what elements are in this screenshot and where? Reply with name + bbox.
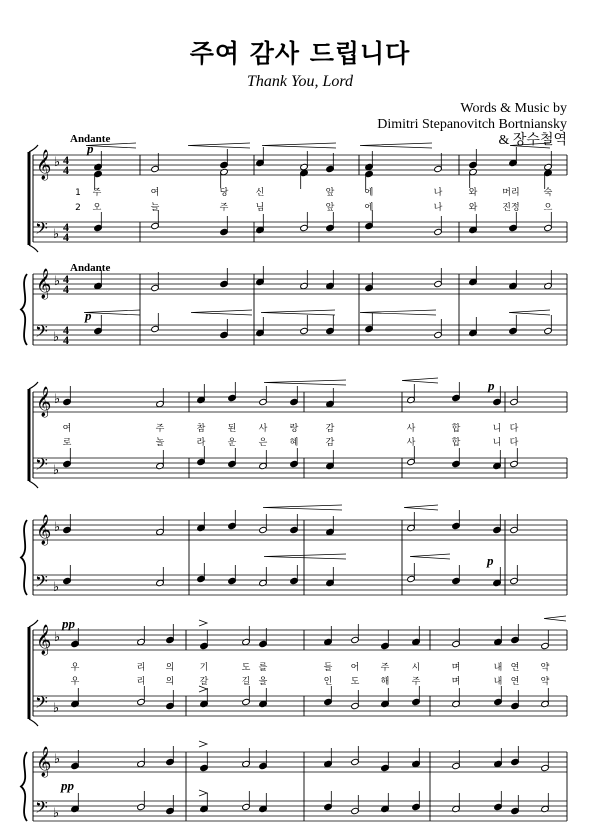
lyric-syllable: 을 [258, 677, 268, 687]
lyric-syllable: 나 [433, 203, 443, 213]
treble-clef: 𝄞 [36, 625, 52, 655]
lyric-syllable: 참 [196, 424, 206, 434]
lyric-syllable: 사 [258, 424, 268, 434]
accent-mark [199, 741, 207, 747]
lyric-syllable: 도 [241, 663, 251, 673]
lyric-syllable: 사 [406, 424, 416, 434]
lyric-syllable: 약 [540, 663, 550, 673]
lyric-syllable: 와 [468, 188, 478, 198]
flat-key-signature: ♭ [53, 330, 60, 345]
accent-mark [199, 620, 207, 626]
lyric-syllable: 며 [451, 663, 461, 673]
time-signature-top: 4 [63, 153, 69, 167]
credit-line-words-music: Words & Music by [460, 101, 567, 116]
lyric-syllable: 주 [155, 424, 165, 434]
time-signature-top: 4 [63, 220, 69, 234]
dynamic-p-piano2: p [487, 553, 494, 568]
lyric-syllable: 합 [451, 424, 461, 434]
lyric-syllable: 감 [325, 424, 335, 434]
flat-key-signature: ♭ [53, 227, 60, 242]
bracket-hook [29, 719, 38, 726]
lyric-syllable: 리 [136, 677, 146, 687]
flat-key-signature: ♭ [53, 806, 60, 821]
treble-clef: 𝄞 [36, 269, 52, 299]
treble-clef: 𝄞 [36, 387, 52, 417]
flat-key-signature: ♭ [54, 520, 61, 535]
hairpin [188, 143, 250, 148]
lyric-syllable: 사 [406, 438, 416, 448]
lyric-syllable: 늘 [150, 203, 160, 213]
flat-key-signature: ♭ [54, 274, 61, 289]
time-signature-top: 4 [63, 323, 69, 337]
lyric-syllable: 를 [258, 663, 268, 673]
lyric-syllable: 도 [350, 677, 360, 687]
lyric-syllable: 주 [219, 203, 229, 213]
song-subtitle: Thank You, Lord [247, 73, 353, 90]
lyric-syllable: 의 [165, 663, 175, 673]
lyric-syllable: 운 [227, 438, 237, 448]
treble-clef: 𝄞 [36, 747, 52, 777]
hairpin [544, 616, 566, 621]
lyric-syllable: 앞 [325, 203, 335, 213]
bracket-hook [29, 245, 38, 252]
song-title: 주여 감사 드립니다 [189, 39, 411, 68]
credit-line-composer: Dimitri Stepanovitch Bortniansky [377, 117, 567, 132]
lyric-syllable: 다 [509, 438, 519, 448]
lyric-syllable: 로 [62, 438, 72, 448]
lyric-syllable: 연 [510, 663, 520, 673]
lyric-syllable: 놀 [155, 438, 165, 448]
hairpin [264, 554, 346, 559]
lyric-syllable: 며 [451, 677, 461, 687]
bass-clef: 𝄢 [35, 454, 48, 478]
dynamic-pp: pp [62, 616, 75, 631]
lyric-syllable: 어 [350, 663, 360, 673]
dynamic-p: p [87, 141, 94, 156]
bass-clef: 𝄢 [35, 797, 48, 821]
lyric-syllable: 주 [92, 188, 102, 198]
time-signature-bottom: 4 [63, 230, 69, 244]
lyric-syllable: 내 [493, 663, 503, 673]
time-signature-top: 4 [63, 272, 69, 286]
hairpin [264, 380, 346, 385]
bracket-hook [29, 481, 38, 488]
lyric-syllable: 은 [258, 438, 268, 448]
hairpin [360, 310, 436, 315]
lyric-syllable: 여 [62, 424, 72, 434]
lyric-syllable: 진정 [502, 203, 520, 213]
hairpin [404, 505, 438, 510]
flat-key-signature: ♭ [54, 752, 61, 767]
lyric-syllable: 당 [219, 188, 229, 198]
lyric-syllable: 혜 [289, 438, 299, 448]
hairpin [191, 310, 252, 315]
hairpin [402, 378, 438, 383]
flat-key-signature: ♭ [53, 580, 60, 595]
lyric-syllable: 나 [433, 188, 443, 198]
hairpin [410, 554, 450, 559]
lyrics [63, 186, 553, 687]
time-signature-bottom: 4 [63, 163, 69, 177]
lyric-syllable: 기 [199, 663, 209, 673]
lyric-syllable: 라 [196, 438, 206, 448]
dynamic-p-system2: p [488, 378, 495, 393]
piano-brace [21, 520, 27, 595]
lyric-syllable: 랑 [289, 424, 299, 434]
lyric-syllable: 의 [165, 677, 175, 687]
lyric-syllable: 숙 [543, 188, 553, 198]
hairpin [84, 310, 140, 315]
treble-clef: 𝄞 [36, 150, 52, 180]
lyric-syllable: 약 [540, 677, 550, 687]
lyric-syllable: 에 [364, 203, 374, 213]
lyric-syllable: 주 [411, 677, 421, 687]
flat-key-signature: ♭ [53, 463, 60, 478]
bass-clef: 𝄢 [35, 571, 48, 595]
piano-brace [21, 274, 27, 345]
lyric-syllable: 내 [493, 677, 503, 687]
hairpin [262, 143, 336, 148]
tempo-marking: Andante [70, 133, 111, 145]
lyric-syllable: 다 [509, 424, 519, 434]
lyric-syllable: 리 [136, 663, 146, 673]
flat-key-signature: ♭ [54, 155, 61, 170]
lyric-syllable: 오 [92, 203, 102, 213]
lyric-syllable: 된 [227, 424, 237, 434]
hairpin [509, 310, 550, 315]
lyric-syllable: 니 [492, 438, 502, 448]
lyric-syllable: 인 [323, 677, 333, 687]
treble-clef: 𝄞 [36, 515, 52, 545]
tempo-marking-piano: Andante [70, 262, 111, 274]
lyric-syllable: 갈 [199, 677, 209, 687]
accent-mark [199, 790, 207, 796]
hairpin [261, 310, 335, 315]
lyric-syllable: 와 [468, 203, 478, 213]
hairpin [360, 143, 432, 148]
lyric-syllable: 에 [364, 188, 374, 198]
lyric-syllable: 으 [543, 203, 553, 213]
lyric-syllable: 길 [241, 677, 251, 687]
lyric-syllable: 시 [411, 663, 421, 673]
time-signature-bottom: 4 [63, 333, 69, 347]
bass-clef: 𝄢 [35, 321, 48, 345]
lyric-syllable: 2 [75, 203, 81, 213]
bass-clef: 𝄢 [35, 218, 48, 242]
lyric-syllable: 주 [380, 663, 390, 673]
flat-key-signature: ♭ [54, 630, 61, 645]
lyric-syllable: 신 [255, 188, 265, 198]
piano-brace [21, 752, 27, 821]
lyric-syllable: 님 [255, 203, 265, 213]
time-signature-bottom: 4 [63, 282, 69, 296]
bass-clef: 𝄢 [35, 692, 48, 716]
hairpin [263, 505, 342, 510]
lyric-syllable: 여 [150, 188, 160, 198]
staff-lines [21, 143, 567, 821]
lyric-syllable: 우 [70, 677, 80, 687]
flat-key-signature: ♭ [54, 392, 61, 407]
dynamic-p-piano: p [85, 308, 92, 323]
lyric-syllable: 우 [70, 663, 80, 673]
lyric-syllable: 머리 [502, 188, 520, 198]
credit-line-translator: & 장수철역 [498, 133, 567, 148]
notes [63, 147, 553, 815]
flat-key-signature: ♭ [53, 701, 60, 716]
lyric-syllable: 합 [451, 438, 461, 448]
lyric-syllable: 앞 [325, 188, 335, 198]
lyric-syllable: 해 [380, 677, 390, 687]
lyric-syllable: 니 [492, 424, 502, 434]
lyric-syllable: 연 [510, 677, 520, 687]
lyric-syllable: 감 [325, 438, 335, 448]
lyric-syllable: 1 [75, 188, 81, 198]
dynamic-pp-piano: pp [61, 778, 74, 793]
lyric-syllable: 들 [323, 663, 333, 673]
